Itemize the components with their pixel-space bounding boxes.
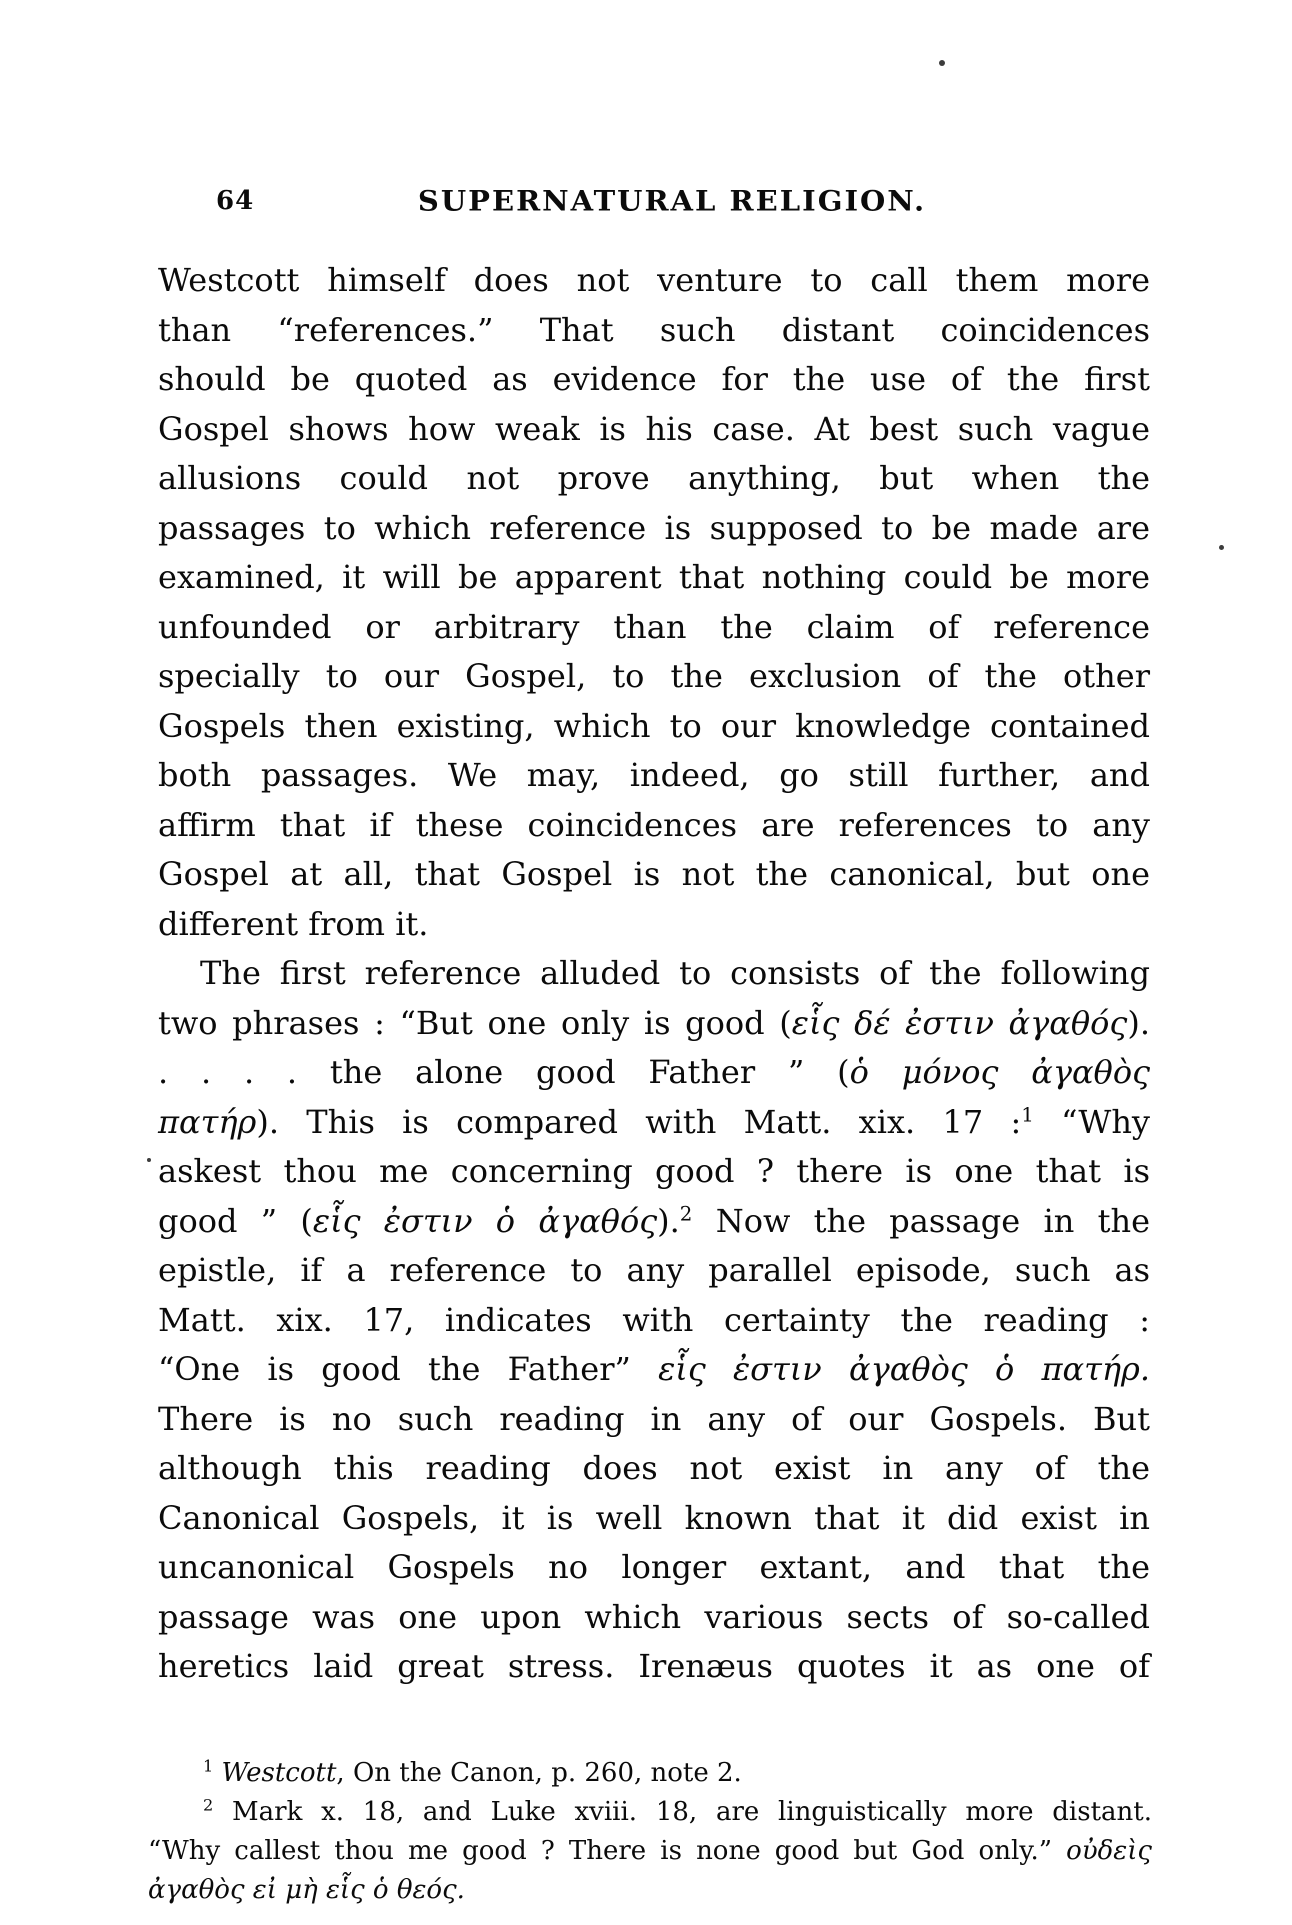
greek-text: ὁ μόνος ἀγαθὸς	[849, 1053, 1151, 1091]
text-segment: The first reference alluded to consists of the following	[200, 954, 1150, 992]
text-segment: although this reading does not exist in any of the	[158, 1449, 1150, 1487]
text-segment: ). This is compared with Matt. xix. 17 :	[256, 1102, 1022, 1141]
body-line	[158, 1147, 1150, 1197]
text-segment: heretics laid great stress. Irenæus quotes it as one of	[158, 1647, 1150, 1685]
text-segment: than “references.” That such distant coincidences	[158, 310, 1150, 349]
body-line	[158, 702, 1150, 752]
body-line	[158, 1098, 1150, 1148]
greek-text: πατήρ	[158, 1102, 257, 1141]
footnotes	[148, 1754, 1152, 1910]
body-line	[158, 1642, 1150, 1692]
text-segment: “Why	[1033, 1102, 1151, 1141]
text-segment: Westcott himself does not venture to call them more	[158, 261, 1150, 299]
body-line	[158, 652, 1150, 702]
running-title: SUPERNATURAL RELIGION.	[417, 184, 927, 218]
page-header	[158, 184, 1150, 218]
body-text	[158, 256, 1150, 1692]
text-segment: examined, it will be apparent that nothing could be more	[158, 558, 1150, 596]
body-line	[158, 1444, 1150, 1494]
footnote-ref: 1	[1021, 1102, 1034, 1126]
body-line	[158, 553, 1150, 603]
page-number: 64	[216, 186, 255, 216]
footnote-ref: 2	[679, 1201, 693, 1225]
text-segment: allusions could not prove anything, but when the	[158, 459, 1150, 497]
body-line	[158, 1197, 1150, 1247]
body-line	[158, 1543, 1150, 1593]
greek-text: εἷς ἐστιν ὁ ἀγαθός	[312, 1201, 658, 1240]
footnote-line	[148, 1832, 1152, 1871]
text-segment: passage was one upon which various sects of so-called	[158, 1597, 1150, 1636]
text-segment: unfounded or arbitrary than the claim of reference	[158, 607, 1150, 646]
text-segment: ).	[1127, 1003, 1150, 1042]
text-segment: Gospel shows how weak is his case. At best such vague	[158, 409, 1150, 448]
body-line	[158, 751, 1150, 801]
body-line	[158, 603, 1150, 653]
body-line	[158, 801, 1150, 851]
text-segment: There is no such reading in any of our Gospels. But	[158, 1399, 1150, 1438]
text-segment: . . . . the alone good Father ” (	[158, 1053, 850, 1091]
text-segment: Mark x. 18, and Luke xviii. 18, are linguistically more distant.	[213, 1797, 1152, 1827]
text-segment: , On the Canon, p. 260, note 2.	[336, 1758, 742, 1788]
footnote-ref: 1	[203, 1756, 214, 1776]
greek-text: ἀγαθὸς εἰ μὴ εἷς ὁ θεός.	[148, 1875, 465, 1905]
text-segment: specially to our Gospel, to the exclusion of the other	[158, 657, 1150, 695]
body-line	[158, 1246, 1150, 1296]
body-line	[158, 355, 1150, 405]
body-line	[158, 504, 1150, 554]
body-line	[158, 1048, 1150, 1098]
text-segment: Gospels then existing, which to our knowledge contained	[158, 706, 1150, 745]
print-artifact-dot	[939, 60, 945, 66]
text-segment: Gospel at all, that Gospel is not the canonical, but one	[158, 855, 1150, 893]
body-line	[158, 1494, 1150, 1544]
italic-text: Westcott	[221, 1758, 337, 1788]
body-line	[158, 850, 1150, 900]
text-segment: Matt. xix. 17, indicates with certainty the reading :	[158, 1300, 1150, 1339]
text-segment: Canonical Gospels, it is well known that it did exist in	[158, 1498, 1150, 1537]
greek-text: εἷς δέ ἐστιν ἀγαθός	[791, 1003, 1128, 1042]
text-segment: good ” (	[158, 1201, 313, 1240]
greek-text: εἷς ἐστιν ἀγαθὸς ὁ πατήρ.	[658, 1350, 1151, 1388]
body-line	[158, 306, 1150, 356]
print-artifact-dot	[1219, 545, 1224, 550]
body-line	[158, 949, 1150, 999]
text-segment: different from it.	[158, 904, 429, 943]
greek-text: οὐδεὶς	[1066, 1836, 1152, 1866]
text-segment: two phrases : “But one only is good (	[158, 1003, 792, 1042]
body-line	[158, 1345, 1150, 1395]
print-artifact-dot	[147, 1158, 151, 1162]
text-segment: “Why callest thou me good ? There is none good but God only.”	[148, 1836, 1067, 1866]
text-segment: ).	[657, 1201, 680, 1240]
body-line	[158, 1296, 1150, 1346]
text-segment: epistle, if a reference to any parallel episode, such as	[158, 1251, 1150, 1289]
body-line	[158, 999, 1150, 1049]
text-segment: passages to which reference is supposed to be made are	[158, 508, 1150, 547]
body-line	[158, 1593, 1150, 1643]
body-line	[158, 900, 1150, 950]
body-line	[158, 256, 1150, 306]
footnote-line	[148, 1871, 1152, 1910]
body-line	[158, 454, 1150, 504]
text-segment: askest thou me concerning good ? there is one that is	[158, 1152, 1150, 1190]
text-segment: uncanonical Gospels no longer extant, and that the	[158, 1548, 1150, 1586]
body-line	[158, 405, 1150, 455]
footnote-line	[148, 1754, 1152, 1793]
text-segment: “One is good the Father”	[158, 1350, 659, 1388]
footnote-ref: 2	[203, 1795, 214, 1815]
text-segment: affirm that if these coincidences are references to any	[158, 805, 1150, 844]
text-segment: both passages. We may, indeed, go still further, and	[158, 756, 1150, 794]
text-segment: Now the passage in the	[692, 1201, 1151, 1240]
text-segment: should be quoted as evidence for the use of the first	[158, 360, 1150, 398]
footnote-line	[148, 1793, 1152, 1832]
body-line	[158, 1395, 1150, 1445]
text-segment	[213, 1758, 221, 1788]
